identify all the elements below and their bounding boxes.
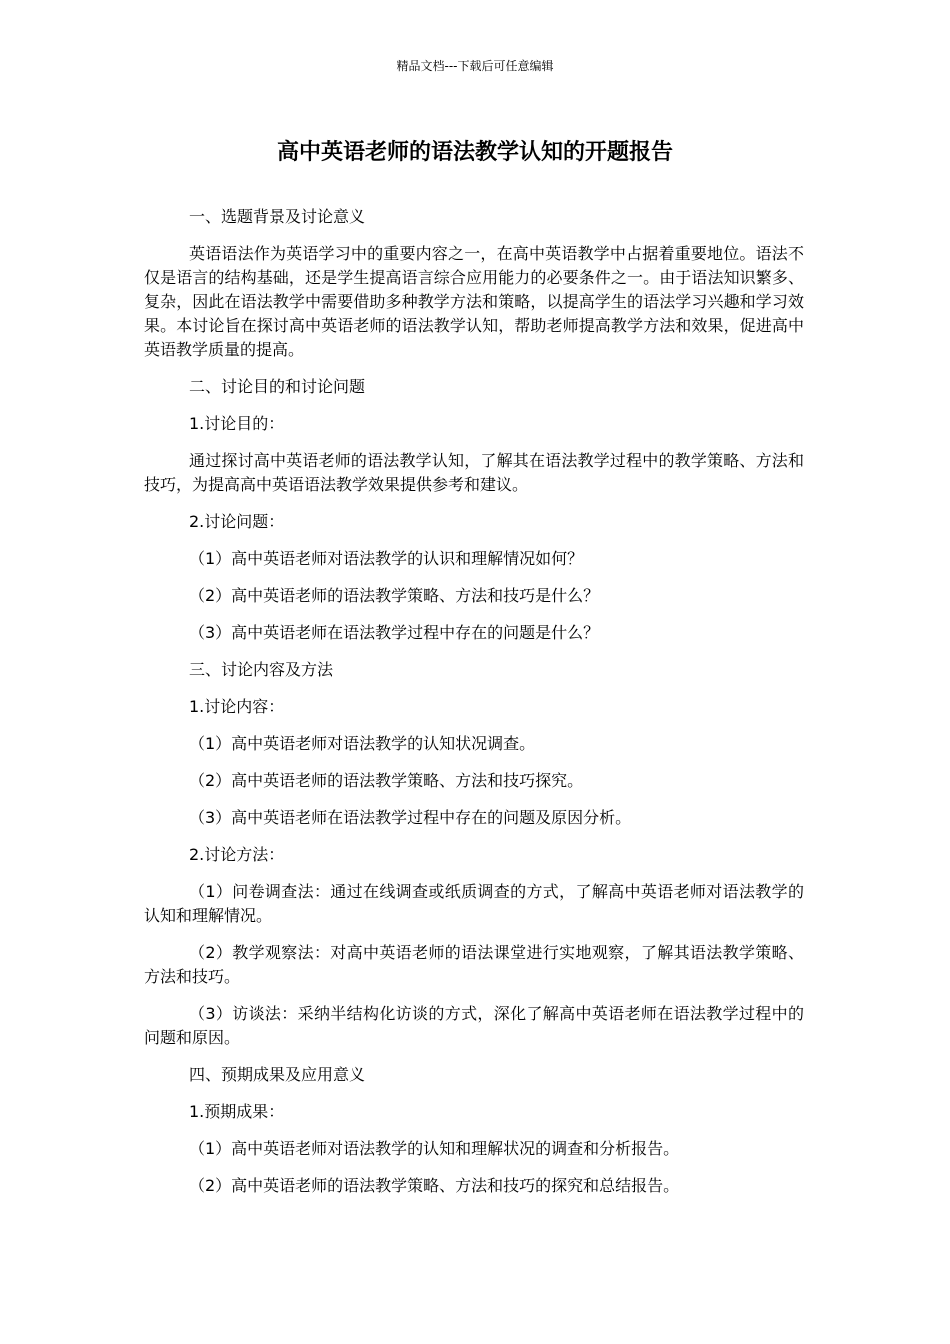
list-item: （1）高中英语老师对语法教学的认识和理解情况如何？ xyxy=(189,549,584,568)
subheading-outcomes: 1.预期成果： xyxy=(189,1102,285,1121)
list-item: （2）高中英语老师的语法教学策略、方法和技巧的探究和总结报告。 xyxy=(189,1176,680,1195)
subheading-questions: 2.讨论问题： xyxy=(189,512,285,531)
body-paragraph-purpose: 通过探讨高中英语老师的语法教学认知，了解其在语法教学过程中的教学策略、方法和技巧，为提高高中英语语法教学效果提供参考和建议。 xyxy=(144,451,804,494)
section-heading-4: 四、预期成果及应用意义 xyxy=(189,1065,366,1084)
section-heading-2: 二、讨论目的和讨论问题 xyxy=(189,377,366,396)
list-item: （3）高中英语老师在语法教学过程中存在的问题及原因分析。 xyxy=(189,808,632,827)
section-heading-1: 一、选题背景及讨论意义 xyxy=(189,207,366,226)
list-item: （1）高中英语老师对语法教学的认知和理解状况的调查和分析报告。 xyxy=(189,1139,680,1158)
subheading-content: 1.讨论内容： xyxy=(189,697,285,716)
subheading-purpose: 1.讨论目的： xyxy=(189,414,285,433)
list-item: （2）高中英语老师的语法教学策略、方法和技巧探究。 xyxy=(189,771,584,790)
body-paragraph-method-interview: （3）访谈法：采纳半结构化访谈的方式，深化了解高中英语老师在语法教学过程中的问题和原因。 xyxy=(144,1004,804,1047)
body-paragraph-method-observation: （2）教学观察法：对高中英语老师的语法课堂进行实地观察，了解其语法教学策略、方法和技巧。 xyxy=(144,943,804,986)
body-paragraph-background: 英语语法作为英语学习中的重要内容之一，在高中英语教学中占据着重要地位。语法不仅是语言的结构基础，还是学生提高语言综合应用能力的必要条件之一。由于语法知识繁多、复杂，因此在语法教学中需要借助多种教学方法和策略，以提高学生的语法学习兴趣和学习效果。本讨论旨在探讨高中英语老师的语法教学认知，帮助老师提高教学方法和效果，促进高中英语教学质量的提高。 xyxy=(144,244,804,359)
page-header-note: 精品文档---下载后可任意编辑 xyxy=(396,59,554,73)
list-item: （1）高中英语老师对语法教学的认知状况调查。 xyxy=(189,734,536,753)
section-heading-3: 三、讨论内容及方法 xyxy=(189,660,334,679)
subheading-methods: 2.讨论方法： xyxy=(189,845,285,864)
document-title: 高中英语老师的语法教学认知的开题报告 xyxy=(276,140,673,165)
document-body xyxy=(144,205,804,1211)
list-item: （2）高中英语老师的语法教学策略、方法和技巧是什么？ xyxy=(189,586,600,605)
list-item: （3）高中英语老师在语法教学过程中存在的问题是什么？ xyxy=(189,623,600,642)
body-paragraph-method-survey: （1）问卷调查法：通过在线调查或纸质调查的方式，了解高中英语老师对语法教学的认知和理解情况。 xyxy=(144,882,804,925)
